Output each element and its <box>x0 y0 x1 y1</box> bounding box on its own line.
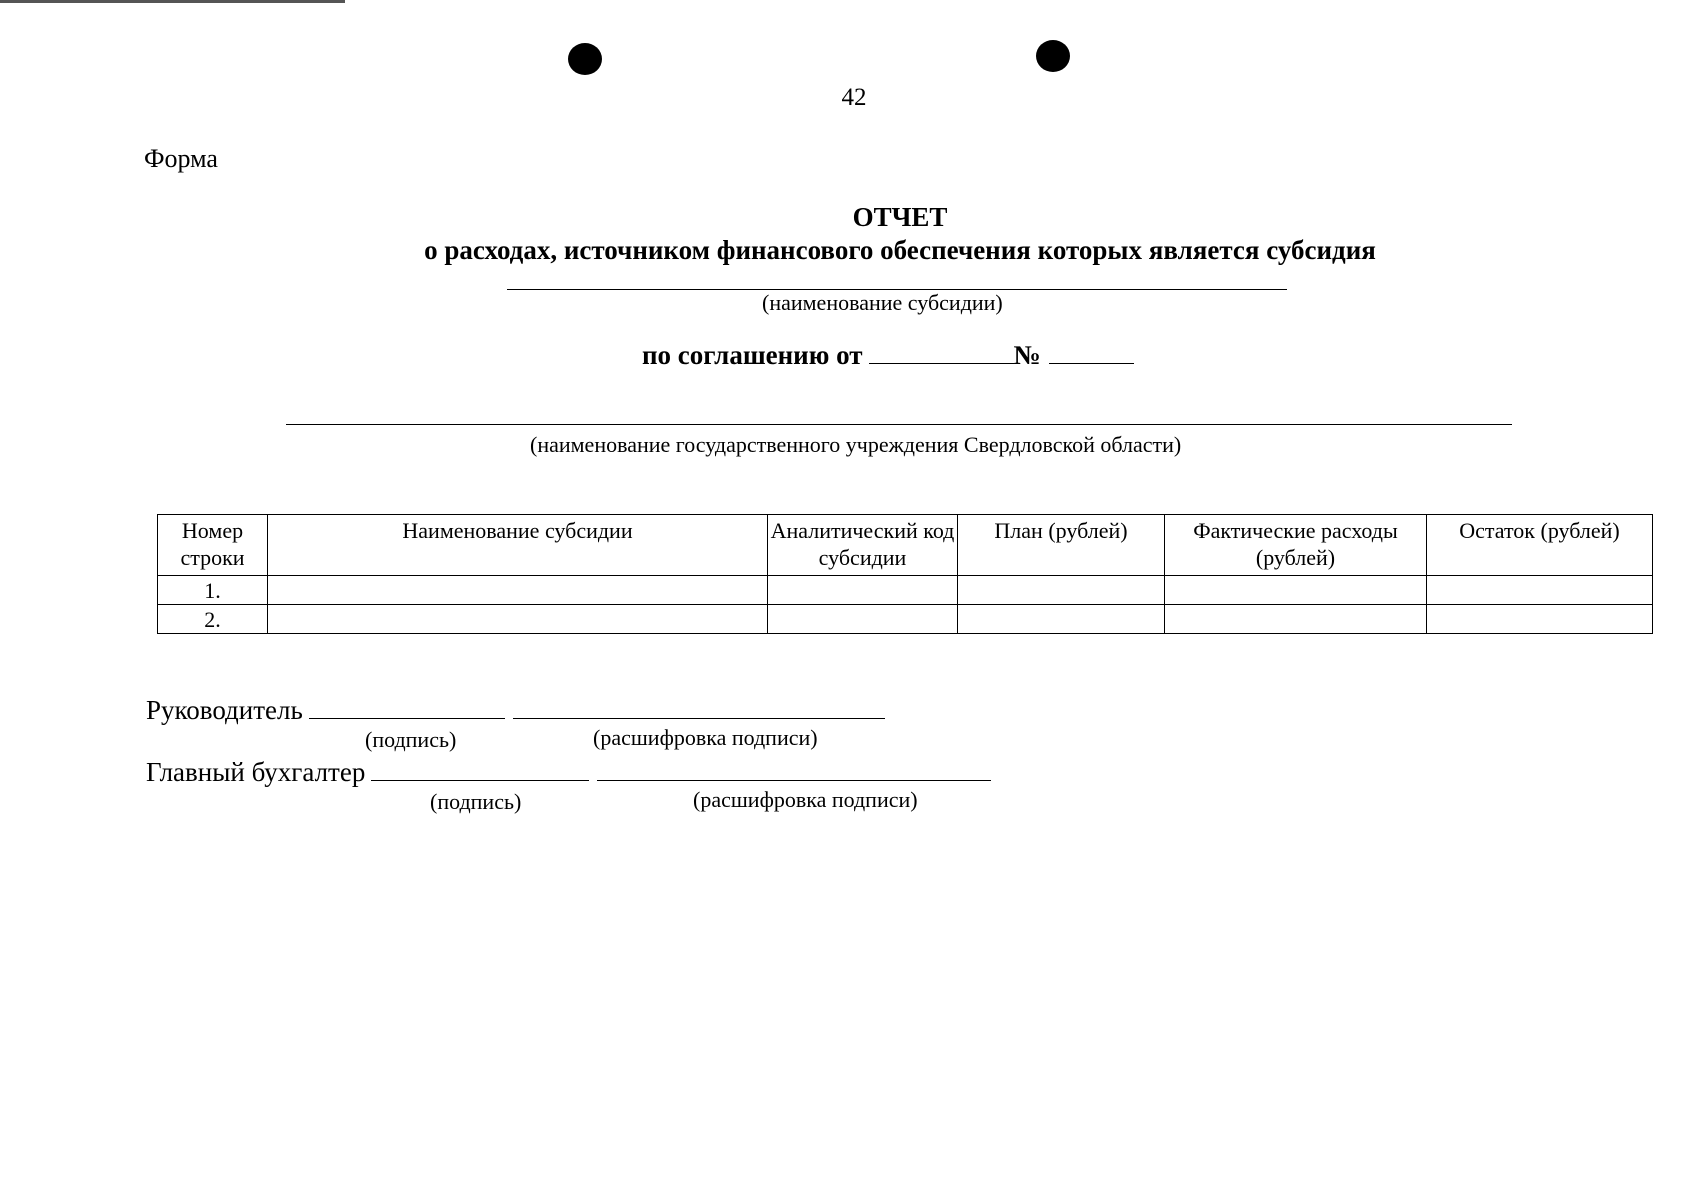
cell-subsidy-name <box>268 576 768 605</box>
cell-balance <box>1427 605 1653 634</box>
table-row <box>158 605 1653 634</box>
punch-hole-left <box>568 43 602 75</box>
director-name-caption: (расшифровка подписи) <box>593 725 818 750</box>
cell-plan <box>958 576 1165 605</box>
director-name-blank <box>513 694 885 719</box>
institution-name-line <box>286 424 1512 425</box>
accountant-name-caption: (расшифровка подписи) <box>693 787 918 812</box>
institution-name-caption: (наименование государственного учреждения Свердловской области) <box>530 432 1182 457</box>
cell-balance <box>1427 576 1653 605</box>
accountant-name-blank <box>597 756 991 781</box>
page-number: 42 <box>841 84 867 111</box>
director-signature-line <box>146 694 885 726</box>
cell-actual-expenses <box>1165 576 1427 605</box>
table-row <box>158 576 1653 605</box>
accountant-signature-caption: (подпись) <box>430 789 522 814</box>
header-plan: План (рублей) <box>958 515 1165 576</box>
cell-actual-expenses <box>1165 605 1427 634</box>
form-label: Форма <box>144 144 218 173</box>
cell-analytic-code <box>768 576 958 605</box>
agreement-number-sign: № <box>1013 340 1041 370</box>
header-row-number: Номер строки <box>158 515 268 576</box>
scan-edge-mark <box>0 0 345 3</box>
cell-plan <box>958 605 1165 634</box>
agreement-line <box>642 340 1134 371</box>
agreement-prefix: по соглашению от <box>642 340 863 370</box>
cell-row-number: 2. <box>158 605 268 634</box>
cell-row-number: 1. <box>158 576 268 605</box>
accountant-label: Главный бухгалтер <box>146 757 366 787</box>
agreement-date-blank <box>869 341 1014 364</box>
director-signature-blank <box>309 694 505 719</box>
cell-subsidy-name <box>268 605 768 634</box>
accountant-signature-blank <box>371 756 589 781</box>
header-analytic-code: Аналитический код субсидии <box>768 515 958 576</box>
accountant-signature-line <box>146 756 991 788</box>
director-label: Руководитель <box>146 695 303 725</box>
header-subsidy-name: Наименование субсидии <box>268 515 768 576</box>
agreement-number-blank <box>1049 341 1134 364</box>
table-header-row <box>158 515 1653 576</box>
report-table <box>157 514 1653 634</box>
cell-analytic-code <box>768 605 958 634</box>
report-subtitle: о расходах, источником финансового обеспечения которых является субсидия <box>424 235 1376 265</box>
subsidy-name-caption: (наименование субсидии) <box>762 290 1003 315</box>
director-signature-caption: (подпись) <box>365 727 457 752</box>
report-title: ОТЧЕТ <box>852 202 948 232</box>
punch-hole-right <box>1036 40 1070 72</box>
header-balance: Остаток (рублей) <box>1427 515 1653 576</box>
header-actual-expenses: Фактические расходы (рублей) <box>1165 515 1427 576</box>
